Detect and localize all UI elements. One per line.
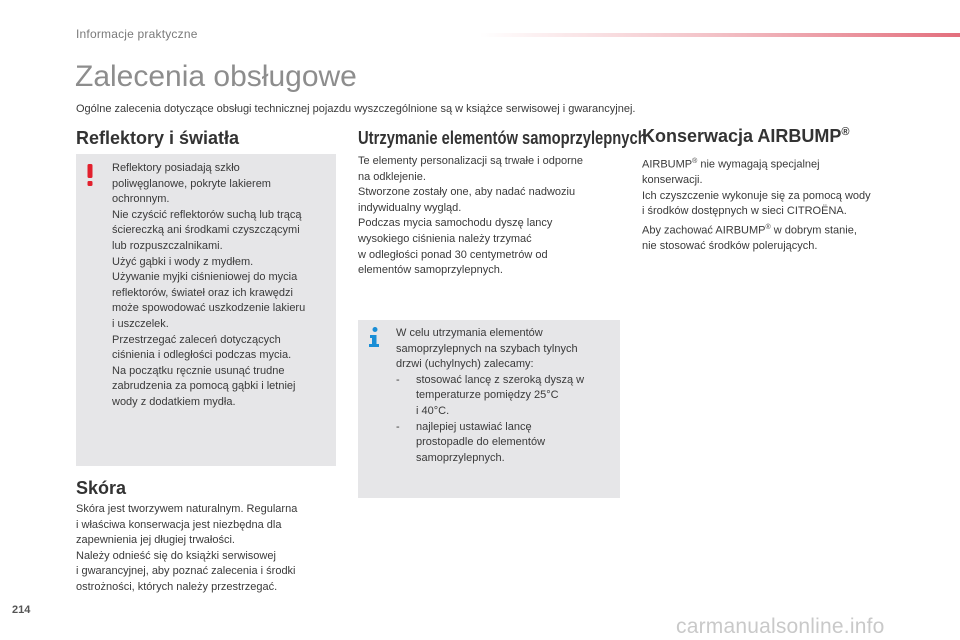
text-line: nie stosować środków polerujących. [642,240,818,253]
heading-elementy: Utrzymanie elementów samoprzylepnych [358,128,647,148]
skora-text [76,502,297,596]
info-text [396,326,584,466]
text-line: zapewnienia jej długiej trwałości. [76,534,235,547]
text-line: wysokiego ciśnienia należy trzymać [358,232,532,245]
list-item-continuation: prostopadle do elementów [416,436,546,449]
text-line: na odklejenie. [358,170,426,183]
header-accent-bar [480,33,960,37]
section-label: Informacje praktyczne [76,27,198,41]
text-fragment: w dobrym stanie, [770,224,857,237]
text-line: ciśnienia i odległości podczas mycia. [112,349,292,362]
list-item-continuation: temperaturze pomiędzy 25°C [416,389,559,402]
text-line: Przestrzegać zaleceń dotyczących [112,333,281,346]
text-line: W celu utrzymania elementów [396,327,543,339]
heading-airbump [642,126,850,147]
heading-reflektory: Reflektory i światła [76,128,240,148]
text-line: i uszczelek. [112,317,169,330]
list-item-continuation: samoprzylepnych. [416,451,505,464]
text-line: Reflektory posiadają szkło [112,162,240,174]
text-line [642,220,871,239]
text-line: wody z dodatkiem mydła. [112,395,236,408]
text-line: Na początku ręcznie usunąć trudne [112,364,285,377]
registered-mark: ® [841,126,850,138]
text-line [642,154,871,173]
text-line: indywidualny wygląd. [358,201,462,214]
text-line: konserwacji. [642,174,703,187]
text-line: Stworzone zostały one, aby nadać nadwoziu [358,186,576,199]
text-line: może spowodować uszkodzenie lakieru [112,302,306,315]
registered-mark: ® [765,224,771,232]
text-line: poliwęglanowe, pokryte lakierem [112,177,271,190]
text-line: ostrożności, których należy przestrzegać. [76,580,278,593]
text-line: Ich czyszczenie wykonuje się za pomocą wody [642,189,871,202]
text-line: elementów samoprzylepnych. [358,264,503,277]
watermark: carmanualsonline.info [676,615,885,638]
page-title: Zalecenia obsługowe [75,60,357,93]
text-line: lub rozpuszczalnikami. [112,239,223,252]
registered-mark: ® [692,158,698,165]
list-item: - stosować lancę z szeroką dyszą w [396,373,584,389]
text-line: ściereczką ani środkami czyszczącymi [112,224,300,237]
reflektory-text [112,161,305,411]
text-line: Podczas mycia samochodu dyszę lancy [358,217,553,230]
text-line: Nie czyścić reflektorów suchą lub trącą [112,208,302,221]
list-item: - najlepiej ustawiać lancę [396,420,584,436]
text-fragment: AIRBUMP [642,158,693,171]
text-line: Te elementy personalizacji są trwałe i odporne [358,155,584,167]
text-fragment: nie wymagają specjalnej [697,158,820,171]
text-line: i gwarancyjnej, aby poznać zalecenia i środki [76,565,296,578]
text-line: Należy odnieść się do książki serwisowej [76,549,276,562]
text-line: Skóra jest tworzywem naturalnym. Regularna [76,503,298,515]
text-fragment: Aby zachować AIRBUMP [642,224,766,237]
page-number: 214 [12,604,31,616]
text-line: drzwi (uchylnych) zalecamy: [396,358,534,371]
elementy-text [358,154,583,279]
text-line: w odległości ponad 30 centymetrów od [358,248,548,261]
heading-skora: Skóra [76,478,127,498]
warning-exclamation-icon [85,164,95,186]
text-line: ochronnym. [112,193,170,206]
text-line: zabrudzenia za pomocą gąbki i letniej [112,380,296,393]
info-icon [368,327,380,347]
text-line: Użyć gąbki i wody z mydłem. [112,255,254,268]
text-line: Używanie myjki ciśnieniowej do mycia [112,271,298,284]
intro-text: Ogólne zalecenia dotyczące obsługi technicznej pojazdu wyszczególnione są w książce serwisowej i gwarancyjnej. [76,103,636,115]
text-line: i środków dostępnych w sieci CITROËNA. [642,205,847,218]
list-item-continuation: i 40°C. [416,404,450,417]
heading-airbump-text: Konserwacja AIRBUMP [642,126,842,146]
text-line: i właściwa konserwacja jest niezbędna dla [76,518,282,531]
airbump-text [642,154,871,255]
text-line: samoprzylepnych na szybach tylnych [396,342,578,355]
text-line: reflektorów, świateł oraz ich krawędzi [112,286,293,299]
